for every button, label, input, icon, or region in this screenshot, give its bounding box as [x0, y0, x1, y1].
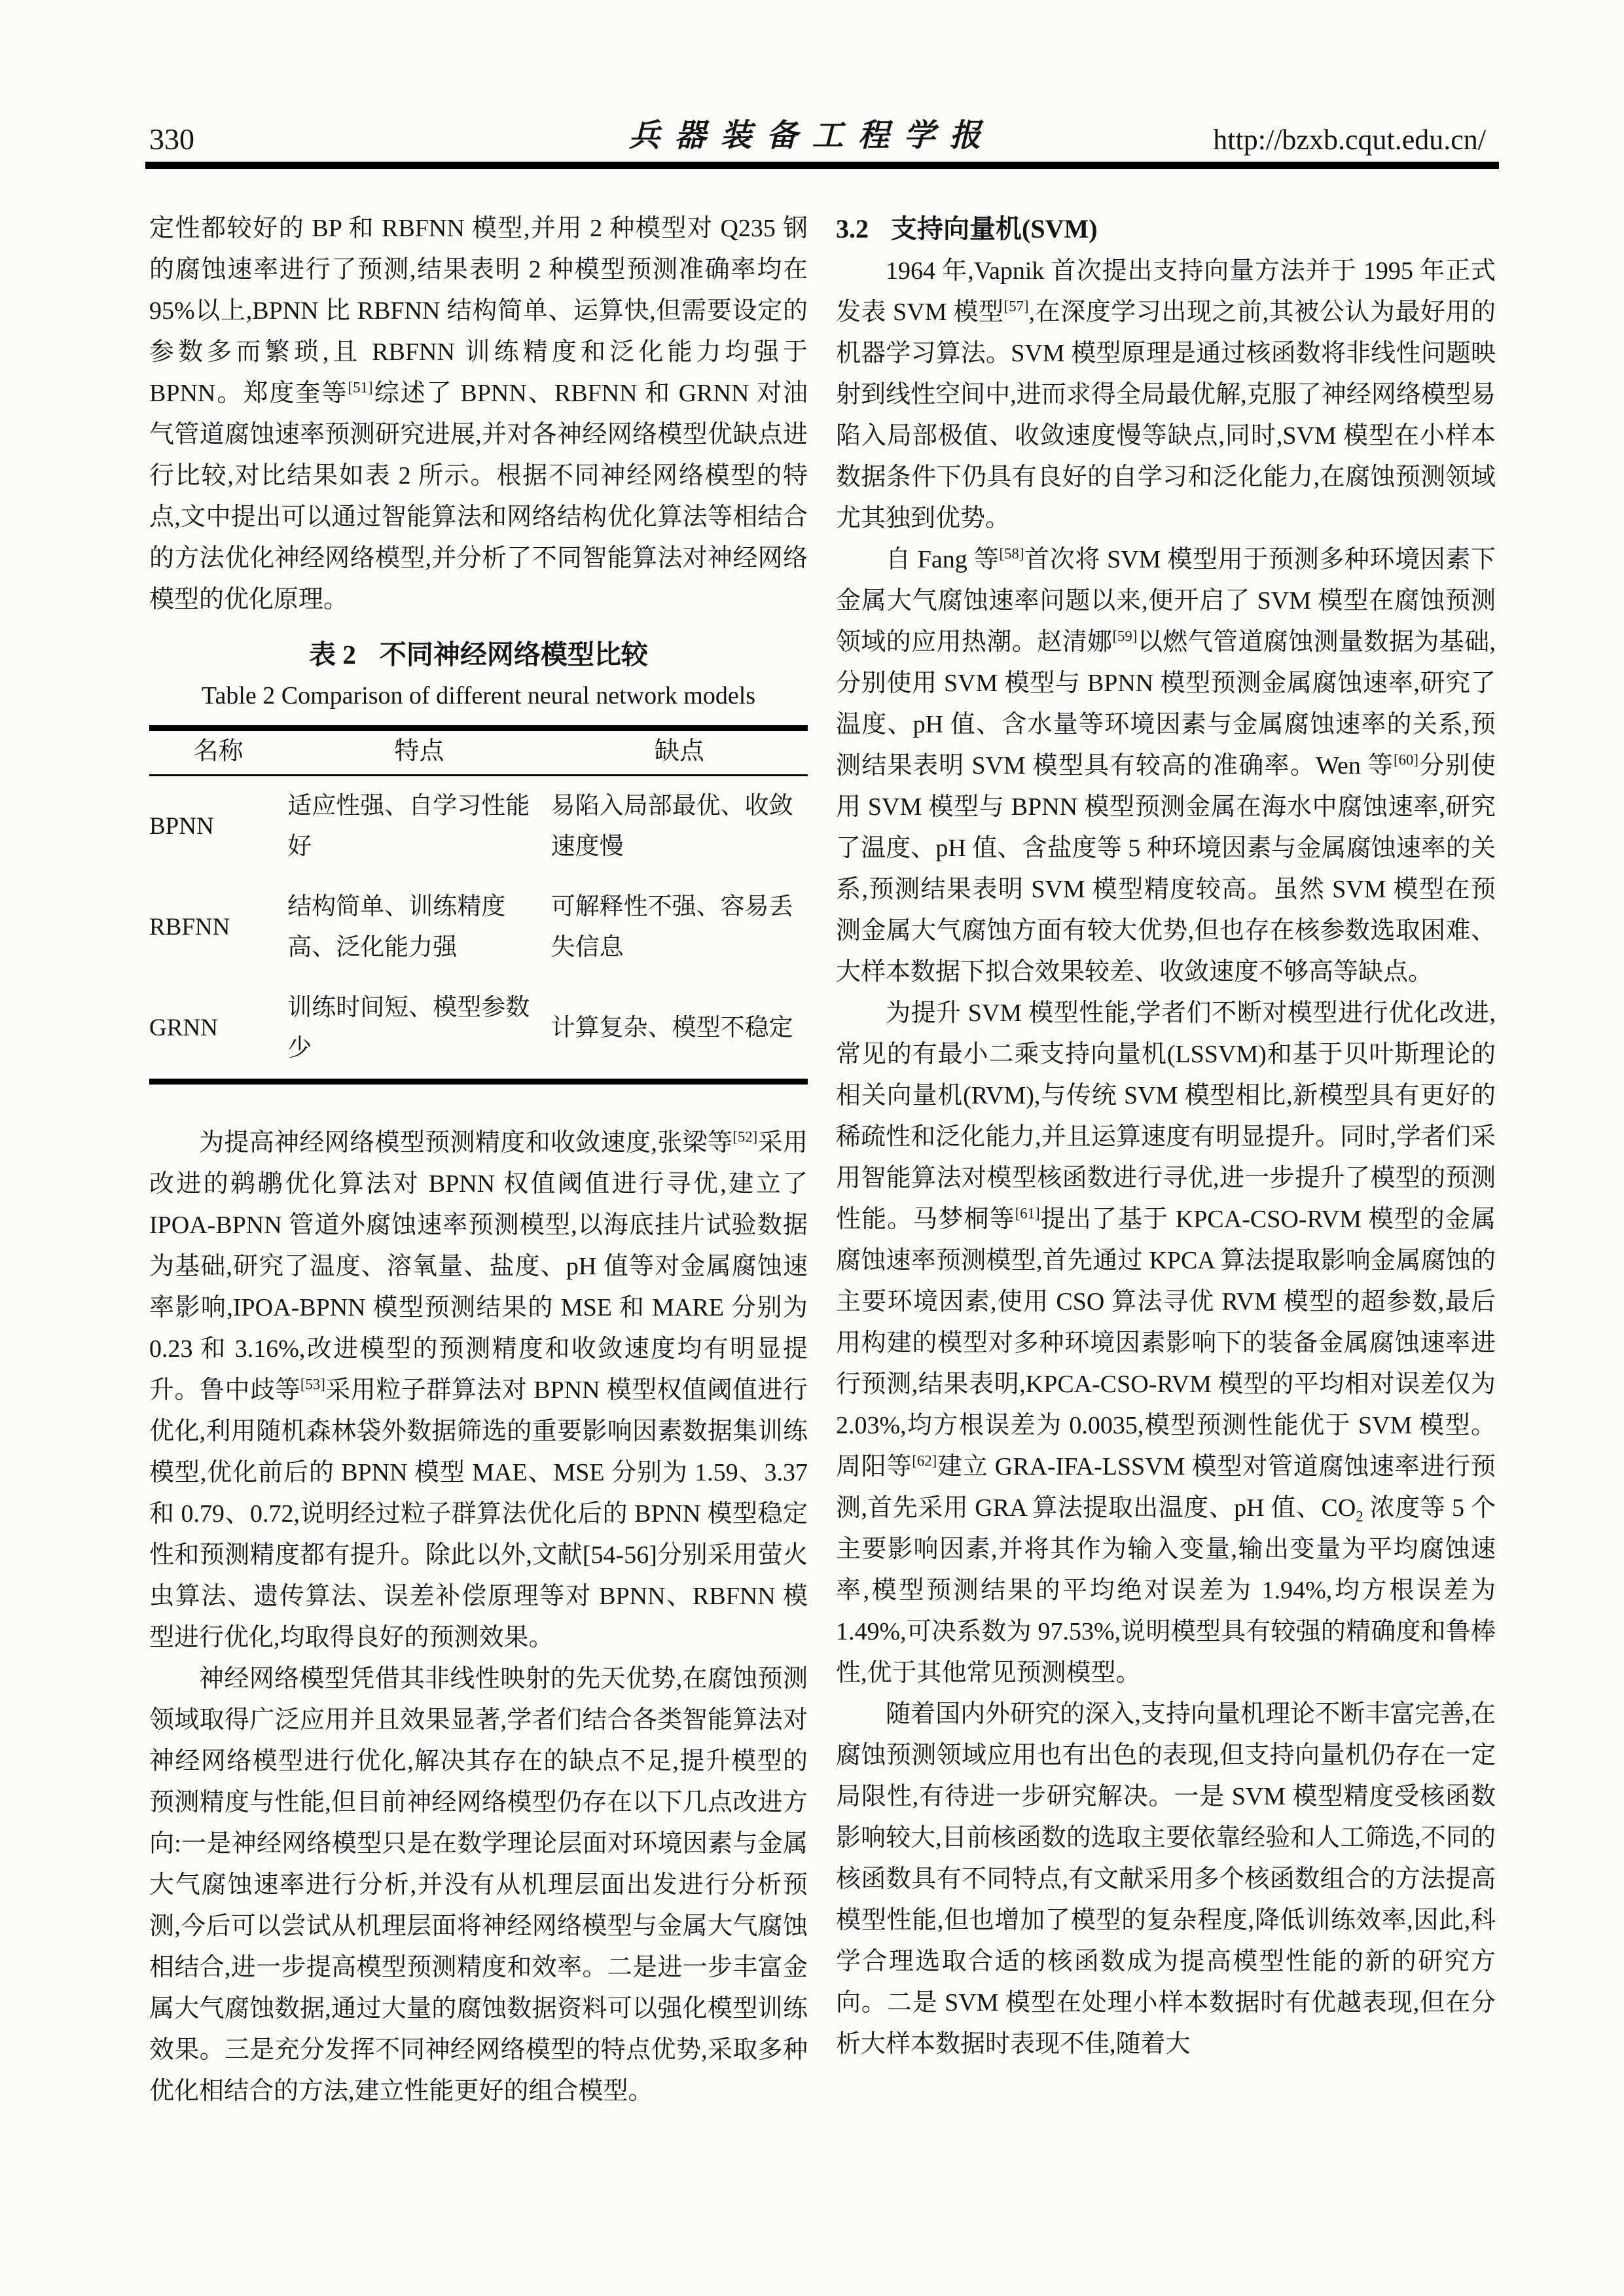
- section-title: 支持向量机(SVM): [891, 214, 1098, 243]
- section-heading-svm: [836, 208, 1496, 249]
- paragraph-nn-summary: 神经网络模型凭借其非线性映射的先天优势,在腐蚀预测领域取得广泛应用并且效果显著,学者们结合各类智能算法对神经网络模型进行优化,解决其存在的缺点不足,提升模型的预测精度与性能,但目前神经网络模型仍存在以下几点改进方向:一是神经网络模型只是在数学理论层面对环境因素与金属大气腐蚀速率进行分析,并没有从机理层面出发进行分析预测,今后可以尝试从机理层面将神经网络模型与金属大气腐蚀相结合,进一步提高模型预测精度和效率。二是进一步丰富金属大气腐蚀数据,通过大量的腐蚀数据资料可以强化模型训练效果。三是充分发挥不同神经网络模型的特点优势,采取多种优化相结合的方法,建立性能更好的组合模型。: [149, 1665, 808, 2105]
- comparison-table: [149, 725, 808, 1085]
- cell-model-feature: 训练时间短、模型参数少: [287, 994, 530, 1062]
- cell-model-drawback: 易陷入局部最优、收敛速度慢: [550, 793, 793, 860]
- paragraph-continuation: 定性都较好的 BP 和 RBFNN 模型,并用 2 种模型对 Q235 钢的腐蚀速率进行了预测,结果表明 2 种模型预测准确率均在 95%以上,BPNN 比 RBFNN 结构简单、运算快,但需要设定的参数多而繁琐,且 RBFNN 训练精度和泛化能力均强于 BPNN。郑度奎等[51]综述了 BPNN、RBFNN 和 GRNN 对油气管道腐蚀速率预测研究进展,并对各神经网络模型优缺点进行比较,对比结果如表 2 所示。根据不同神经网络模型的特点,文中提出可以通过智能算法和网络结构优化算法等相结合的方法优化神经网络模型,并分析了不同智能算法对神经网络模型的优化原理。: [149, 215, 808, 613]
- column-header-name: 名称: [149, 728, 287, 776]
- table2-caption-en: Table 2 Comparison of different neural network models: [201, 682, 756, 709]
- table-row: [149, 776, 808, 878]
- column-header-feature: 特点: [287, 728, 550, 776]
- paragraph-nn-optimization: 为提高神经网络模型预测精度和收敛速度,张梁等[52]采用改进的鹈鹕优化算法对 BPNN 权值阈值进行寻优,建立了 IPOA-BPNN 管道外腐蚀速率预测模型,以海底挂片试验数据为基础,研究了温度、溶氧量、盐度、pH 值等对金属腐蚀速率影响,IPOA-BPNN 模型预测结果的 MSE 和 MARE 分别为 0.23 和 3.16%,改进模型的预测精度和收敛速度均有明显提升。鲁中歧等[53]采用粒子群算法对 BPNN 模型权值阈值进行优化,利用随机森林袋外数据筛选的重要影响因素数据集训练模型,优化前后的 BPNN 模型 MAE、MSE 分别为 1.59、3.37 和 0.79、0.72,说明经过粒子群算法优化后的 BPNN 模型稳定性和预测精度都有提升。除此以外,文献[54-56]分别采用萤火虫算法、遗传算法、误差补偿原理等对 BPNN、RBFNN 模型进行优化,均取得良好的预测效果。: [149, 1128, 808, 1651]
- column-header-drawback: 缺点: [551, 728, 808, 776]
- paragraph-svm-intro: 1964 年,Vapnik 首次提出支持向量方法并于 1995 年正式发表 SVM 模型[57],在深度学习出现之前,其被公认为最好用的机器学习算法。SVM 模型原理是通过核函数将非线性问题映射到线性空间中,进而求得全局最优解,克服了神经网络模型易陷入局部极值、收敛速度慢等缺点,同时,SVM 模型在小样本数据条件下仍具有良好的自学习和泛化能力,在腐蚀预测领域尤其独到优势。: [836, 257, 1496, 532]
- table-header-row: [149, 728, 808, 776]
- paragraph-svm-improvements: 为提升 SVM 模型性能,学者们不断对模型进行优化改进,常见的有最小二乘支持向量机(LSSVM)和基于贝叶斯理论的相关向量机(RVM),与传统 SVM 模型相比,新模型具有更好的稀疏性和泛化能力,并且运算速度有明显提升。同时,学者们采用智能算法对模型核函数进行寻优,进一步提升了模型的预测性能。马梦桐等[61]提出了基于 KPCA-CSO-RVM 模型的金属腐蚀速率预测模型,首先通过 KPCA 算法提取影响金属腐蚀的主要环境因素,使用 CSO 算法寻优 RVM 模型的超参数,最后用构建的模型对多种环境因素影响下的装备金属腐蚀速率进行预测,结果表明,KPCA-CSO-RVM 模型的平均相对误差仅为 2.03%,均方根误差为 0.0035,模型预测性能优于 SVM 模型。周阳等[62]建立 GRA-IFA-LSSVM 模型对管道腐蚀速率进行预测,首先采用 GRA 算法提取出温度、pH 值、$CO_2$ 浓度等 5 个主要影响因素,并将其作为输入变量,输出变量为平均腐蚀速率,模型预测结果的平均绝对误差为 1.94%,均方根误差为 1.49%,可决系数为 97.53%,说明模型具有较强的精确度和鲁棒性,优于其他常见预测模型。: [836, 999, 1496, 1687]
- cell-model-feature: 适应性强、自学习性能好: [287, 793, 530, 860]
- cell-model-name: GRNN: [149, 1014, 218, 1041]
- table2-block: [149, 637, 808, 1085]
- journal-url: http://bzxb.cqut.edu.cn/: [1213, 124, 1486, 156]
- section-number: 3.2: [836, 214, 869, 243]
- cell-model-name: BPNN: [149, 813, 214, 840]
- paragraph-svm-limitations: 随着国内外研究的深入,支持向量机理论不断丰富完善,在腐蚀预测领域应用也有出色的表现,但支持向量机仍存在一定局限性,有待进一步研究解决。一是 SVM 模型精度受核函数影响较大,目前核函数的选取主要依靠经验和人工筛选,不同的核函数具有不同特点,有文献采用多个核函数组合的方法提高模型性能,但也增加了模型的复杂程度,降低训练效率,因此,科学合理选取合适的核函数成为提高模型性能的新的研究方向。二是 SVM 模型在处理小样本数据时有优越表现,但在分析大样本数据时表现不佳,随着大: [836, 1700, 1496, 2058]
- header-rule: [145, 162, 1499, 169]
- page-number: 330: [149, 122, 194, 156]
- journal-title: 兵器装备工程学报: [628, 118, 996, 153]
- table2-caption-label: 表 2: [309, 639, 356, 670]
- table2-caption-cn: [149, 637, 808, 672]
- cell-model-name: RBFNN: [149, 914, 230, 941]
- cell-model-feature: 结构简单、训练精度高、泛化能力强: [287, 893, 506, 961]
- cell-model-drawback: 计算复杂、模型不稳定: [550, 1014, 793, 1041]
- column-right: [836, 208, 1496, 2065]
- paragraph-svm-applications: 自 Fang 等[58]首次将 SVM 模型用于预测多种环境因素下金属大气腐蚀速率问题以来,便开启了 SVM 模型在腐蚀预测领域的应用热潮。赵清娜[59]以燃气管道腐蚀测量数据为基础,分别使用 SVM 模型与 BPNN 模型预测金属腐蚀速率,研究了温度、pH 值、含水量等环境因素与金属腐蚀速率的关系,预测结果表明 SVM 模型具有较高的准确率。Wen 等[60]分别使用 SVM 模型与 BPNN 模型预测金属在海水中腐蚀速率,研究了温度、pH 值、含盐度等 5 种环境因素与金属腐蚀速率的关系,预测结果表明 SVM 模型精度较高。虽然 SVM 模型在预测金属大气腐蚀方面有较大优势,但也存在核参数选取困难、大样本数据下拟合效果较差、收敛速度不够高等缺点。: [836, 545, 1496, 986]
- column-left: [149, 208, 808, 2112]
- cell-model-drawback: 可解释性不强、容易丢失信息: [550, 893, 793, 961]
- table-row: [149, 978, 808, 1082]
- table-row: [149, 877, 808, 978]
- table2-caption-title: 不同神经网络模型比较: [379, 639, 648, 670]
